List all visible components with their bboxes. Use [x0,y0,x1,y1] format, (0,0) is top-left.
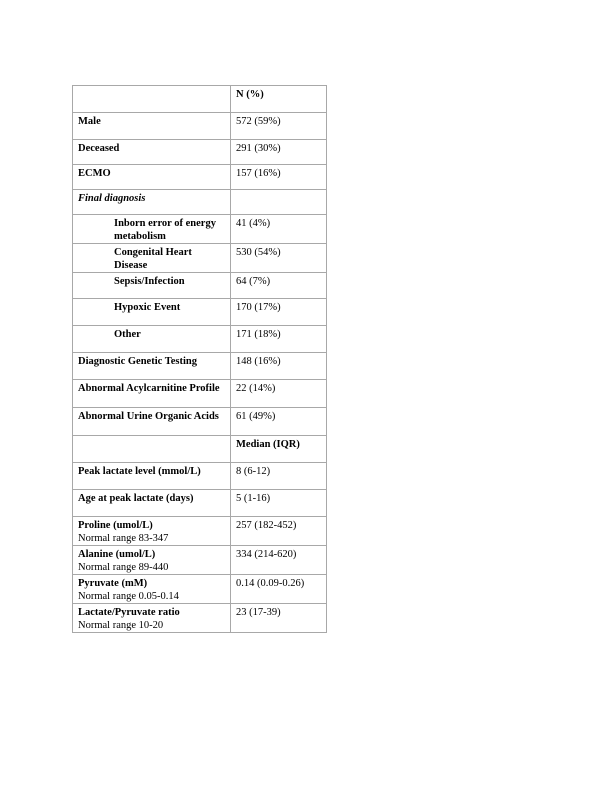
row-label: Hypoxic Event [73,299,231,326]
normal-range-note: Normal range 83-347 [78,532,169,544]
row-label-cell [73,575,231,604]
row-value: 23 (17-39) [231,604,327,633]
table-row [73,215,327,244]
row-label: Peak lactate level (mmol/L) [73,463,231,490]
row-label-cell [73,604,231,633]
row-label-cell [73,517,231,546]
row-label: Inborn error of energy metabolism [73,215,231,244]
table-row [73,490,327,517]
row-label: Proline (umol/L) [78,520,153,531]
table-row [73,380,327,408]
normal-range-note: Normal range 0.05-0.14 [78,590,179,602]
table-row [73,546,327,575]
table-subheader-row [73,436,327,463]
table-row [73,353,327,380]
subheader-label-cell [73,436,231,463]
row-value: 41 (4%) [231,215,327,244]
row-value: 0.14 (0.09-0.26) [231,575,327,604]
row-value: 530 (54%) [231,244,327,273]
section-label-final-diagnosis: Final diagnosis [73,190,231,215]
row-value: 334 (214-620) [231,546,327,575]
row-label-cell [73,546,231,575]
table-row [73,408,327,436]
row-value: 148 (16%) [231,353,327,380]
table-row [73,299,327,326]
row-label: Lactate/Pyruvate ratio [78,607,180,618]
row-value: 572 (59%) [231,113,327,140]
row-label: Alanine (umol/L) [78,549,156,560]
table-row [73,326,327,353]
table-row [73,575,327,604]
table-row [73,604,327,633]
header-label-cell [73,86,231,113]
row-value: 291 (30%) [231,140,327,165]
table-row [73,463,327,490]
row-label: Sepsis/Infection [73,273,231,299]
table-row [73,140,327,165]
table-row [73,190,327,215]
row-label: Male [73,113,231,140]
row-value [231,190,327,215]
row-value: 5 (1-16) [231,490,327,517]
row-value: 171 (18%) [231,326,327,353]
table-row [73,113,327,140]
row-label: Other [73,326,231,353]
table-row [73,273,327,299]
row-value: 61 (49%) [231,408,327,436]
row-value: 157 (16%) [231,165,327,190]
normal-range-note: Normal range 89-440 [78,561,169,573]
table-header-row [73,86,327,113]
row-label: Pyruvate (mM) [78,578,148,589]
row-label: ECMO [73,165,231,190]
row-value: 64 (7%) [231,273,327,299]
normal-range-note: Normal range 10-20 [78,619,164,631]
subheader-median-cell: Median (IQR) [231,436,327,463]
table-row [73,165,327,190]
row-label: Deceased [73,140,231,165]
row-value: 8 (6-12) [231,463,327,490]
row-label: Abnormal Acylcarnitine Profile [73,380,231,408]
row-value: 257 (182-452) [231,517,327,546]
row-label: Congenital Heart Disease [73,244,231,273]
row-label: Diagnostic Genetic Testing [73,353,231,380]
header-count-cell: N (%) [231,86,327,113]
cohort-characteristics-table [72,85,327,633]
row-value: 170 (17%) [231,299,327,326]
row-label: Abnormal Urine Organic Acids [73,408,231,436]
table-row [73,244,327,273]
row-value: 22 (14%) [231,380,327,408]
table-row [73,517,327,546]
row-label: Age at peak lactate (days) [73,490,231,517]
